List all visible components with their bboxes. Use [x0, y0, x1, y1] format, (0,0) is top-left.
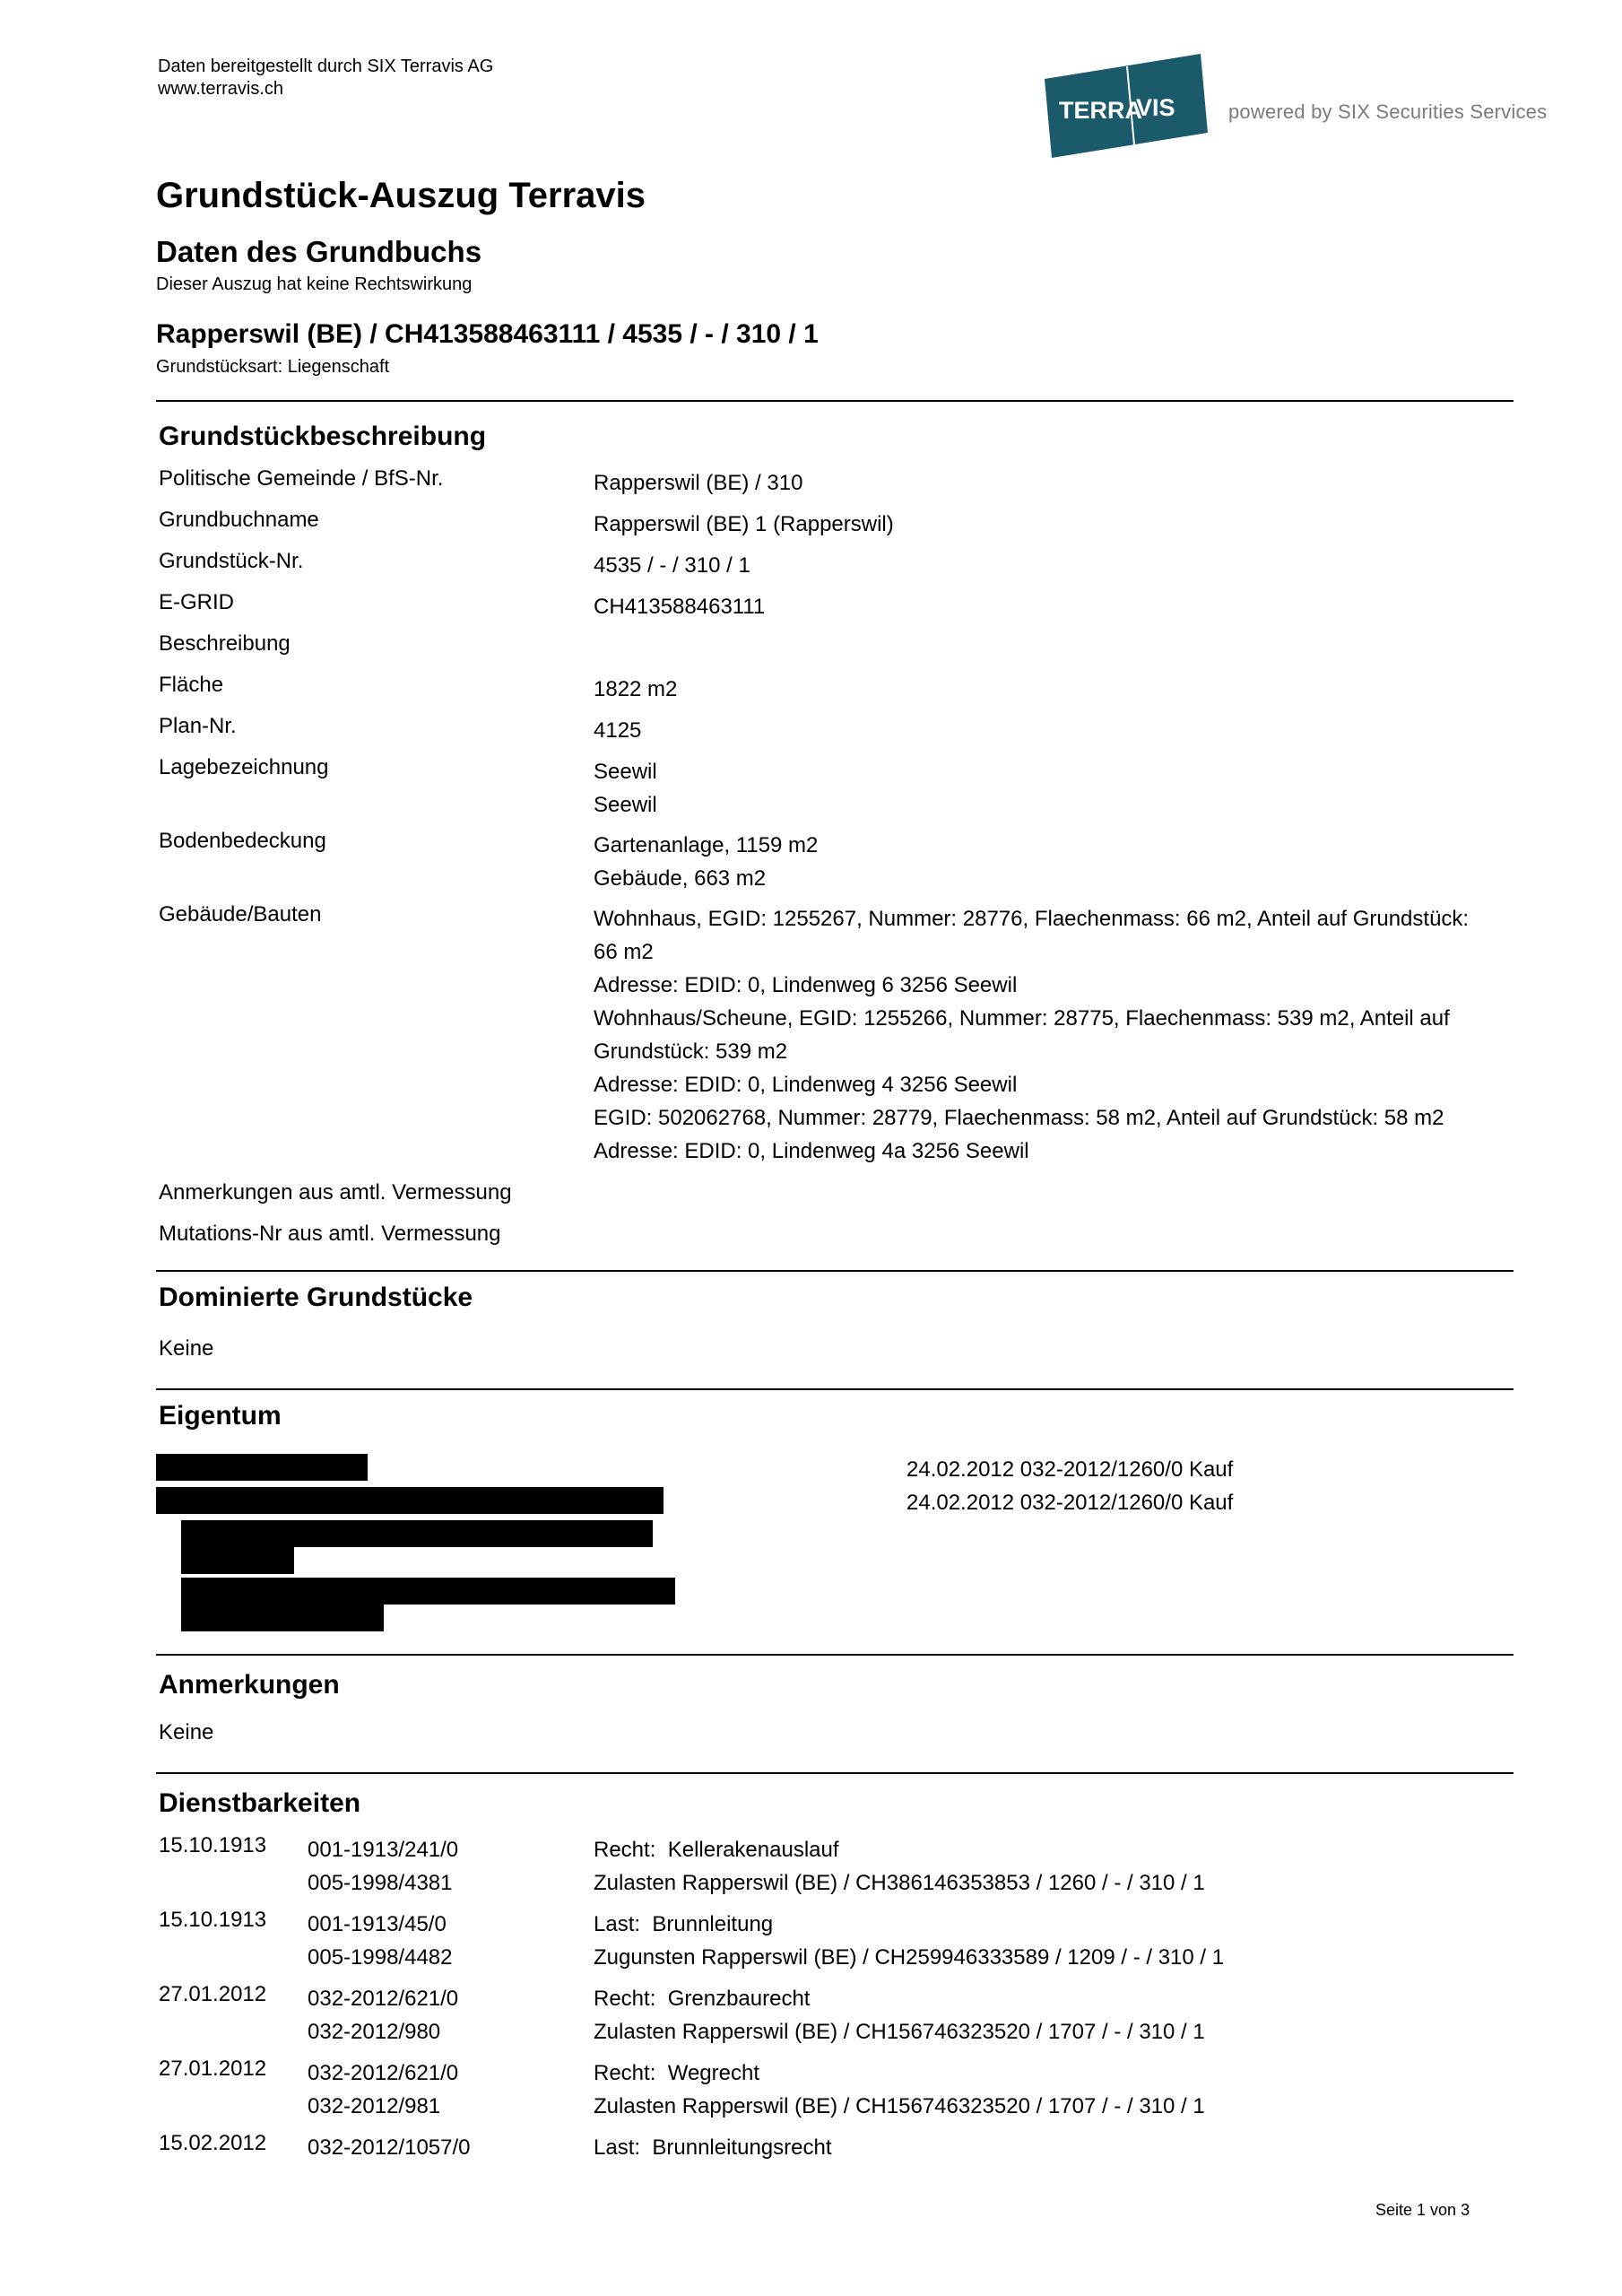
servitude-date: 27.01.2012 — [159, 1982, 267, 2006]
field-label: Bodenbedeckung — [159, 829, 326, 853]
value-line: Adresse: EDID: 0, Lindenweg 4 3256 Seewil — [594, 1073, 1018, 1097]
field-value — [594, 829, 1526, 895]
servitude-date: 15.10.1913 — [159, 1833, 267, 1857]
logo-text-right: VIS — [1136, 94, 1175, 121]
servitude-name: Brunnleitung — [652, 1912, 774, 1936]
divider — [156, 1388, 1514, 1390]
section-heading-dienstbarkeiten: Dienstbarkeiten — [159, 1788, 361, 1818]
page-number: Seite 1 von 3 — [1375, 2201, 1470, 2219]
powered-by: powered by SIX Securities Services — [1228, 100, 1548, 123]
field-label: Grundstück-Nr. — [159, 549, 304, 573]
dominierte-value: Keine — [159, 1336, 214, 1361]
logo-text-left: TERRA — [1059, 97, 1142, 124]
field-label: Lagebezeichnung — [159, 755, 329, 779]
servitude-date: 27.01.2012 — [159, 2057, 267, 2081]
servitude-detail: Zulasten Rapperswil (BE) / CH156746323520 / 1707 / - / 310 / 1 — [594, 2020, 1205, 2044]
section-heading-anmerkungen: Anmerkungen — [159, 1670, 340, 1700]
divider — [156, 400, 1514, 402]
servitude-description — [594, 1982, 1205, 2048]
terravis-logo — [1045, 54, 1208, 158]
servitude-name: Grenzbaurecht — [667, 1987, 811, 2011]
divider — [156, 1654, 1514, 1656]
page-subtitle: Daten des Grundbuchs — [156, 235, 482, 268]
field-value — [594, 902, 1526, 1168]
field-label: Grundbuchname — [159, 508, 319, 532]
value-line: Adresse: EDID: 0, Lindenweg 6 3256 Seewil — [594, 973, 1018, 997]
section-heading-beschreibung: Grundstückbeschreibung — [159, 422, 487, 451]
servitude-name: Kellerakenauslauf — [667, 1838, 839, 1862]
eigentum-entry: 24.02.2012 032-2012/1260/0 Kauf — [906, 1491, 1234, 1515]
section-heading-dominierte: Dominierte Grundstücke — [159, 1283, 473, 1312]
servitude-ref: 032-2012/981 — [308, 2094, 441, 2118]
value-line: Wohnhaus, EGID: 1255267, Nummer: 28776, Flaechenmass: 66 m2, Anteil auf Grundstück: — [594, 907, 1470, 931]
field-label: Plan-Nr. — [159, 714, 237, 738]
servitude-detail: Zulasten Rapperswil (BE) / CH386146353853 / 1260 / - / 310 / 1 — [594, 1871, 1205, 1895]
field-value: Rapperswil (BE) 1 (Rapperswil) — [594, 512, 894, 536]
field-label: Mutations-Nr aus amtl. Vermessung — [159, 1222, 501, 1246]
servitude-kind: Recht: — [594, 1838, 656, 1862]
provider-url: www.terravis.ch — [158, 79, 284, 99]
servitude-description — [594, 1833, 1205, 1900]
servitude-kind: Last: — [594, 2135, 641, 2160]
servitude-ref: 032-2012/1057/0 — [308, 2135, 471, 2160]
eigentum-entries — [906, 1453, 1233, 1519]
field-value: 1822 m2 — [594, 677, 678, 701]
value-line: Grundstück: 539 m2 — [594, 1039, 788, 1064]
value-line: Seewil — [594, 793, 657, 817]
parcel-id: Rapperswil (BE) / CH413588463111 / 4535 / - / 310 / 1 — [156, 319, 819, 349]
servitude-detail: Zugunsten Rapperswil (BE) / CH259946333589 / 1209 / - / 310 / 1 — [594, 1945, 1225, 1970]
servitude-refs — [308, 1908, 452, 1974]
servitude-kind: Recht: — [594, 2061, 656, 2085]
servitude-refs — [308, 1833, 458, 1900]
servitude-description — [594, 2131, 832, 2164]
value-line: EGID: 502062768, Nummer: 28779, Flaechenmass: 58 m2, Anteil auf Grundstück: 58 m2 — [594, 1106, 1444, 1130]
redaction-block — [181, 1520, 653, 1547]
servitude-detail: Zulasten Rapperswil (BE) / CH156746323520 / 1707 / - / 310 / 1 — [594, 2094, 1205, 2118]
field-label: Gebäude/Bauten — [159, 902, 322, 926]
servitude-date: 15.02.2012 — [159, 2131, 267, 2155]
servitude-ref: 001-1913/241/0 — [308, 1838, 459, 1862]
section-heading-eigentum: Eigentum — [159, 1401, 282, 1431]
field-label: E-GRID — [159, 590, 234, 614]
field-label: Anmerkungen aus amtl. Vermessung — [159, 1180, 512, 1205]
divider — [156, 1270, 1514, 1272]
servitude-description — [594, 1908, 1224, 1974]
anmerkungen-value: Keine — [159, 1720, 214, 1744]
field-value: 4125 — [594, 718, 642, 743]
servitude-name: Wegrecht — [667, 2061, 759, 2085]
redaction-block — [181, 1605, 384, 1631]
servitude-description — [594, 2057, 1205, 2123]
field-value — [594, 755, 1526, 822]
servitude-ref: 005-1998/4381 — [308, 1871, 453, 1895]
page-title: Grundstück-Auszug Terravis — [156, 176, 646, 215]
servitude-ref: 032-2012/980 — [308, 2020, 441, 2044]
servitude-date: 15.10.1913 — [159, 1908, 267, 1932]
redaction-block — [156, 1454, 368, 1481]
servitude-refs — [308, 2057, 458, 2123]
provider-name: Daten bereitgestellt durch SIX Terravis AG — [158, 57, 494, 76]
servitude-ref: 032-2012/621/0 — [308, 1987, 459, 2011]
redaction-block — [156, 1487, 664, 1514]
redaction-block — [181, 1578, 675, 1605]
servitude-kind: Recht: — [594, 1987, 656, 2011]
value-line: Wohnhaus/Scheune, EGID: 1255266, Nummer: 28775, Flaechenmass: 539 m2, Anteil auf — [594, 1006, 1450, 1031]
value-line: Seewil — [594, 760, 657, 784]
divider — [156, 1772, 1514, 1774]
field-value: CH413588463111 — [594, 595, 766, 619]
field-label: Beschreibung — [159, 631, 291, 656]
value-line: Gebäude, 663 m2 — [594, 866, 767, 891]
field-value: 4535 / - / 310 / 1 — [594, 553, 750, 578]
field-label: Politische Gemeinde / BfS-Nr. — [159, 466, 444, 491]
parcel-type: Grundstücksart: Liegenschaft — [156, 357, 390, 377]
provider-info — [158, 56, 493, 100]
field-label: Fläche — [159, 673, 224, 697]
value-line: Adresse: EDID: 0, Lindenweg 4a 3256 Seewil — [594, 1139, 1029, 1163]
servitude-refs — [308, 1982, 458, 2048]
disclaimer: Dieser Auszug hat keine Rechtswirkung — [156, 274, 473, 294]
servitude-refs — [308, 2131, 471, 2164]
redaction-block — [181, 1547, 294, 1574]
value-line: Gartenanlage, 1159 m2 — [594, 833, 819, 857]
servitude-kind: Last: — [594, 1912, 641, 1936]
value-line: 66 m2 — [594, 940, 654, 964]
servitude-ref: 032-2012/621/0 — [308, 2061, 459, 2085]
servitude-name: Brunnleitungsrecht — [652, 2135, 832, 2160]
servitude-ref: 001-1913/45/0 — [308, 1912, 447, 1936]
eigentum-entry: 24.02.2012 032-2012/1260/0 Kauf — [906, 1457, 1234, 1482]
field-value: Rapperswil (BE) / 310 — [594, 471, 803, 495]
servitude-ref: 005-1998/4482 — [308, 1945, 453, 1970]
